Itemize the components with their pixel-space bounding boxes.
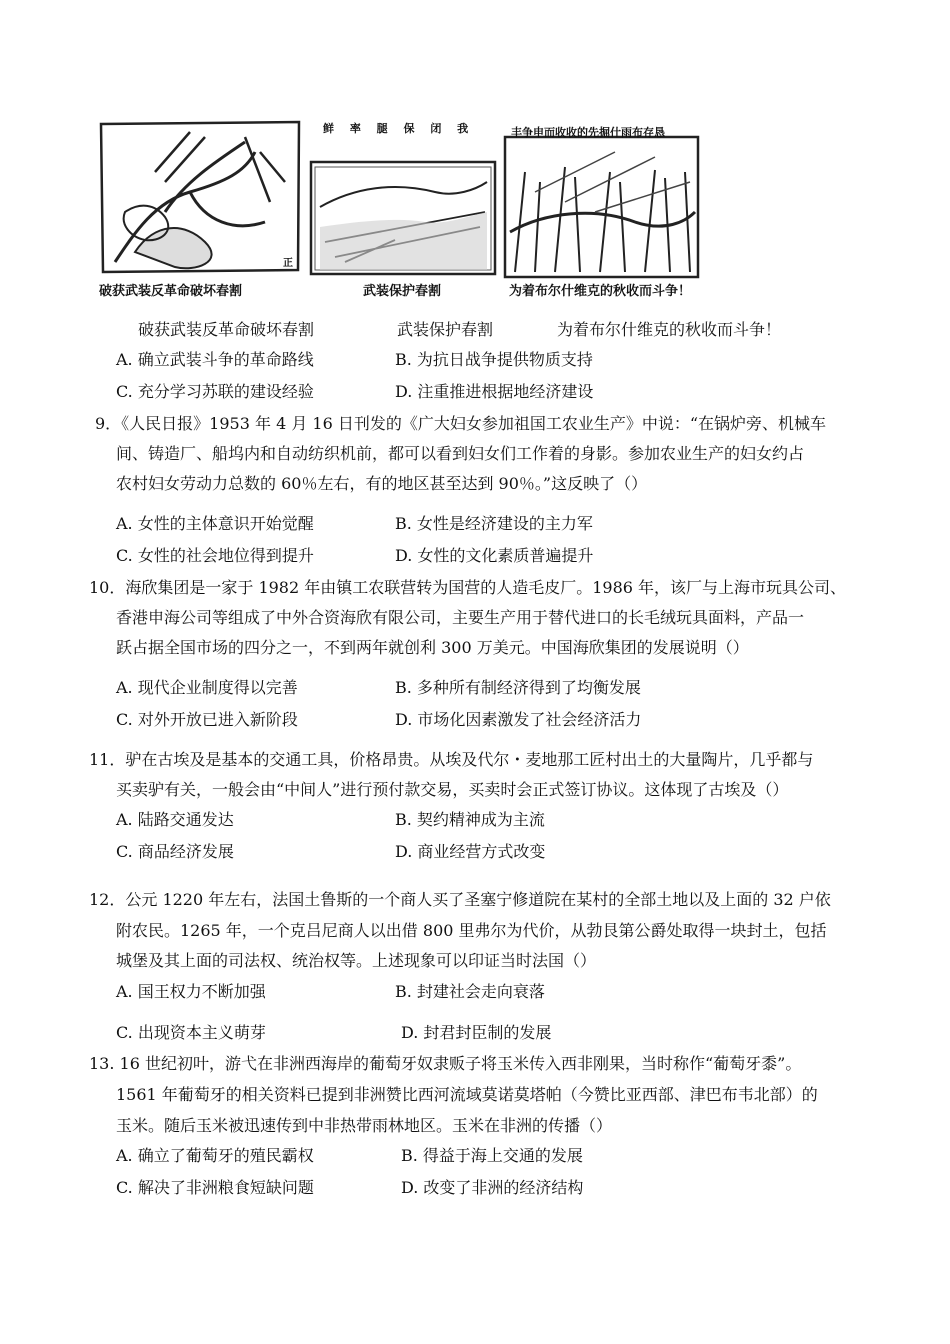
q12-option-c: C. 出现资本主义萌芽 xyxy=(116,1023,266,1042)
poster-illustrations xyxy=(95,112,705,312)
q10-line-1: 10．海欣集团是一家于 1982 年由镇工农联营转为国营的人造毛皮厂。1986 年，该厂与上海市玩具公司、 xyxy=(89,578,847,597)
q13-option-b: B. 得益于海上交通的发展 xyxy=(401,1146,583,1165)
poster-2-caption: 武装保护春割 xyxy=(363,284,442,299)
poster-signature: 正 xyxy=(283,258,293,269)
q10-option-d: D. 市场化因素激发了社会经济活力 xyxy=(395,710,642,729)
q12-line-1: 12．公元 1220 年左右，法国土鲁斯的一个商人买了圣塞宁修道院在某村的全部土地以及上面的 32 户依 xyxy=(89,890,831,909)
q10-line-3: 跃占据全国市场的四分之一，不到两年就创利 300 万美元。中国海欣集团的发展说明（） xyxy=(116,638,749,657)
q12-line-3: 城堡及其上面的司法权、统治权等。上述现象可以印证当时法国（） xyxy=(116,951,597,970)
q11-option-d: D. 商业经营方式改变 xyxy=(395,842,546,861)
q11-line-2: 买卖驴有关，一般会由“中间人”进行预付款交易，买卖时会正式签订协议。这体现了古埃及（） xyxy=(116,780,789,799)
q10-option-c: C. 对外开放已进入新阶段 xyxy=(116,710,298,729)
q9-line-2: 间、铸造厂、船坞内和自动纺织机前，都可以看到妇女们工作着的身影。参加农业生产的妇女约占 xyxy=(116,444,805,463)
q8-option-a: A. 确立武装斗争的革命路线 xyxy=(116,350,314,369)
q11-option-a: A. 陆路交通发达 xyxy=(116,810,234,829)
q13-option-d: D. 改变了非洲的经济结构 xyxy=(401,1178,584,1197)
caption-2: 武装保护春割 xyxy=(397,320,494,339)
poster-3-caption: 为着布尔什维克的秋收而斗争！ xyxy=(509,284,692,299)
q9-option-a: A. 女性的主体意识开始觉醒 xyxy=(116,514,314,533)
caption-1: 破获武装反革命破坏春割 xyxy=(138,320,315,339)
q9-option-c: C. 女性的社会地位得到提升 xyxy=(116,546,314,565)
q10-line-2: 香港申海公司等组成了中外合资海欣有限公司，主要生产用于替代进口的长毛绒玩具面料，产品一 xyxy=(116,608,805,627)
q13-option-a: A. 确立了葡萄牙的殖民霸权 xyxy=(116,1146,314,1165)
q8-option-c: C. 充分学习苏联的建设经验 xyxy=(116,382,314,401)
q11-option-c: C. 商品经济发展 xyxy=(116,842,234,861)
q13-line-2: 1561 年葡萄牙的相关资料已提到非洲赞比西河流域莫诺莫塔帕（今赞比亚西部、津巴布韦北部）的 xyxy=(116,1085,818,1104)
poster-1-caption: 破获武装反革命破坏春割 xyxy=(99,284,243,299)
q9-line-1: 9．《人民日报》1953 年 4 月 16 日刊发的《广大妇女参加祖国工农业生产》中说：“在锅炉旁、机械车 xyxy=(95,414,827,433)
q13-line-3: 玉米。随后玉米被迅速传到中非热带雨林地区。玉米在非洲的传播（） xyxy=(116,1116,613,1135)
q9-option-b: B. 女性是经济建设的主力军 xyxy=(395,514,593,533)
caption-3: 为着布尔什维克的秋收而斗争！ xyxy=(557,320,782,339)
q10-option-a: A. 现代企业制度得以完善 xyxy=(116,678,298,697)
q10-option-b: B. 多种所有制经济得到了均衡发展 xyxy=(395,678,641,697)
poster-3-drawing xyxy=(505,137,698,277)
q8-option-b: B. 为抗日战争提供物质支持 xyxy=(395,350,593,369)
q13-line-1: 13. 16 世纪初叶，游弋在非洲西海岸的葡萄牙奴隶贩子将玉米传入西非刚果，当时称作“葡萄牙黍”。 xyxy=(89,1054,802,1073)
poster-1-drawing xyxy=(101,122,299,272)
poster-2-header: 鲜 率 腿 保 闭 我 xyxy=(323,122,475,135)
q9-line-3: 农村妇女劳动力总数的 60％左右，有的地区甚至达到 90％。”这反映了（） xyxy=(116,474,648,493)
q12-option-b: B. 封建社会走向衰落 xyxy=(395,982,545,1001)
q12-line-2: 附农民。1265 年，一个克吕尼商人以出借 800 里弗尔为代价，从勃艮第公爵处取得一块封土，包括 xyxy=(116,921,827,940)
q11-line-1: 11．驴在古埃及是基本的交通工具，价格昂贵。从埃及代尔・麦地那工匠村出土的大量陶片，几乎都与 xyxy=(89,750,814,769)
q12-option-d: D. 封君封臣制的发展 xyxy=(401,1023,552,1042)
q13-option-c: C. 解决了非洲粮食短缺问题 xyxy=(116,1178,314,1197)
q9-option-d: D. 女性的文化素质普遍提升 xyxy=(395,546,594,565)
q11-option-b: B. 契约精神成为主流 xyxy=(395,810,545,829)
poster-2-drawing xyxy=(311,162,495,274)
poster-3-header: 丰争申而收收的先掘什雨布存恳 xyxy=(511,126,665,139)
q12-option-a: A. 国王权力不断加强 xyxy=(116,982,266,1001)
q8-option-d: D. 注重推进根据地经济建设 xyxy=(395,382,594,401)
